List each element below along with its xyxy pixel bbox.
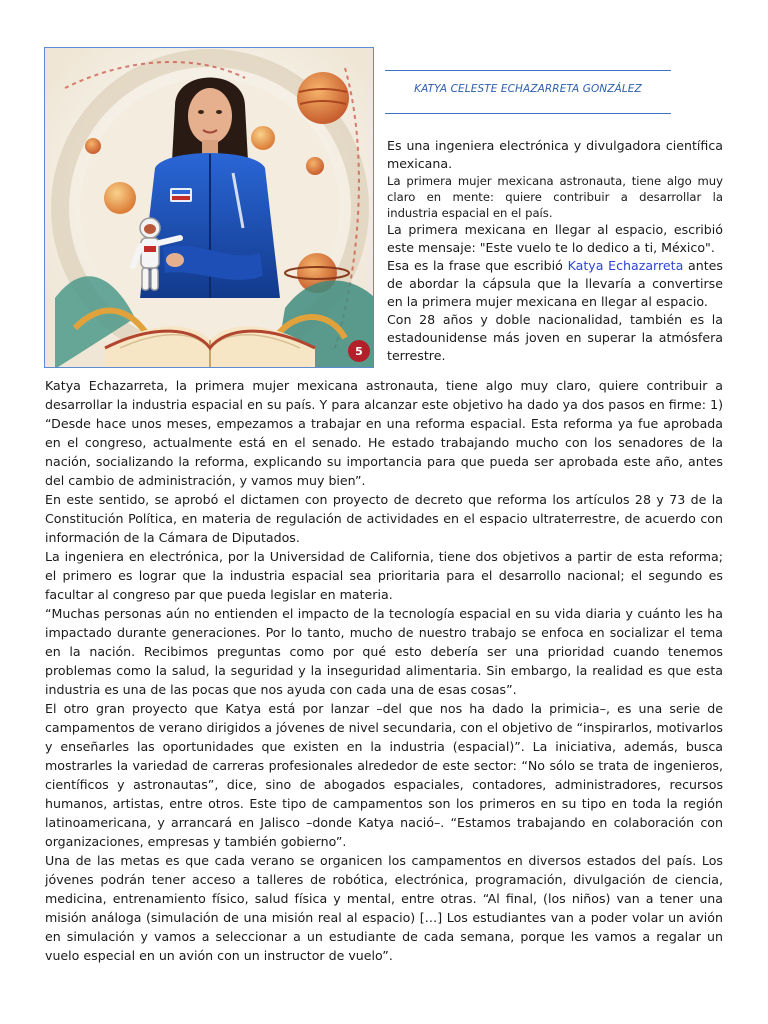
side-paragraph-3: La primera mexicana en llegar al espacio, escribió este mensaje: "Este vuelo te lo dedico a ti, México". bbox=[387, 222, 723, 255]
side-paragraph-4 bbox=[387, 257, 723, 311]
article-body bbox=[45, 376, 723, 965]
body-paragraph-2: En este sentido, se aprobó el dictamen con proyecto de decreto que reforma los artículos 28 y 73 de la Constitución Política, en materia de regulación de actividades en el espacio ultraterrestre, de acuerdo con información de la Cámara de Diputados. bbox=[45, 492, 723, 545]
hero-illustration bbox=[44, 47, 374, 368]
page-number: 5 bbox=[355, 345, 363, 358]
side-paragraph-2: La primera mujer mexicana astronauta, tiene algo muy claro en mente: quiere contribuir a desarrollar la industria espacial en el país. bbox=[387, 174, 723, 220]
body-paragraph-5: El otro gran proyecto que Katya está por lanzar –del que nos ha dado la primicia–, es una serie de campamentos de verano dirigidos a jóvenes de nivel secundaria, con el objetivo de “inspirarlos, motivarlos y enseñarles las oportunidades que existen en la industria (espacial)”. La iniciativa, además, busca mostrarles la variedad de carreras profesionales alrededor de este sector: “No sólo se trata de ingenieros, científicos y astronautas”, dice, sino de abogados espaciales, contadores, administradores, recursos humanos, artistas, entre otros. Este tipo de campamentos son los primeros en su tipo en toda la región latinoamericana, y arrancará en Jalisco –donde Katya nació–. “Estamos trabajando en colaboración con organizaciones, empresas y también gobierno”. bbox=[45, 701, 723, 849]
side-paragraph-4-after: antes de abordar la cápsula que la llevaría a convertirse en la primera mujer mexicana en llegar al espacio. bbox=[387, 258, 723, 309]
title-rule-top bbox=[385, 70, 671, 71]
katya-link[interactable]: Katya Echazarreta bbox=[567, 258, 684, 273]
side-paragraph-5: Con 28 años y doble nacionalidad, también es la estadounidense más joven en superar la atmósfera terrestre. bbox=[387, 312, 723, 363]
side-paragraph-4-before: Esa es la frase que escribió bbox=[387, 258, 568, 273]
page-title: KATYA CELESTE ECHAZARRETA GONZÁLEZ bbox=[414, 83, 642, 95]
body-paragraph-3: La ingeniera en electrónica, por la Universidad de California, tiene dos objetivos a partir de esta reforma; el primero es lograr que la industria espacial sea prioritaria para el desarrollo nacional; el segundo es facultar al congreso par que pueda legislar en materia. bbox=[45, 549, 723, 602]
body-paragraph-6: Una de las metas es que cada verano se organicen los campamentos en diversos estados del país. Los jóvenes podrán tener acceso a talleres de robótica, electrónica, programación, divulgación de ciencia, medicina, entrenamiento físico, salud física y mental, entre otras. “Al final, (los niños) van a tener una misión análoga (simulación de una misión real al espacio) […] Los estudiantes van a poder volar un avión en simulación y vamos a seleccionar a un estudiante de cada semana, porque les vamos a regalar un vuelo especial en un avión con un instructor de vuelo”. bbox=[45, 853, 723, 963]
body-paragraph-4: “Muchas personas aún no entienden el impacto de la tecnología espacial en su vida diaria y cuánto les ha impactado durante generaciones. Por lo tanto, mucho de nuestro trabajo se enfoca en socializar el tema en la nación. Recibimos preguntas como por qué esto debería ser una prioridad cuando tenemos problemas como la salud, la seguridad y la inseguridad alimentaria. Sin embargo, la realidad es que esta industria es una de las pocas que nos ayuda con cada una de esas cosas”. bbox=[45, 606, 723, 697]
side-column bbox=[387, 137, 723, 365]
title-block bbox=[385, 70, 671, 114]
title-rule-bottom bbox=[385, 113, 671, 114]
body-paragraph-1: Katya Echazarreta, la primera mujer mexicana astronauta, tiene algo muy claro, quiere contribuir a desarrollar la industria espacial en su país. Y para alcanzar este objetivo ha dado ya dos pasos en firme: 1) “Desde hace unos meses, empezamos a trabajar en una reforma espacial. Esta reforma ya fue aprobada en el congreso, actualmente está en el senado. He estado trabajando mucho con los senadores de la nación, socializando la reforma, explicando su importancia para que pueda ser aprobada este año, antes del cambio de administración, y vamos muy bien”. bbox=[45, 378, 723, 488]
side-paragraph-1: Es una ingeniera electrónica y divulgadora científica mexicana. bbox=[387, 138, 723, 171]
